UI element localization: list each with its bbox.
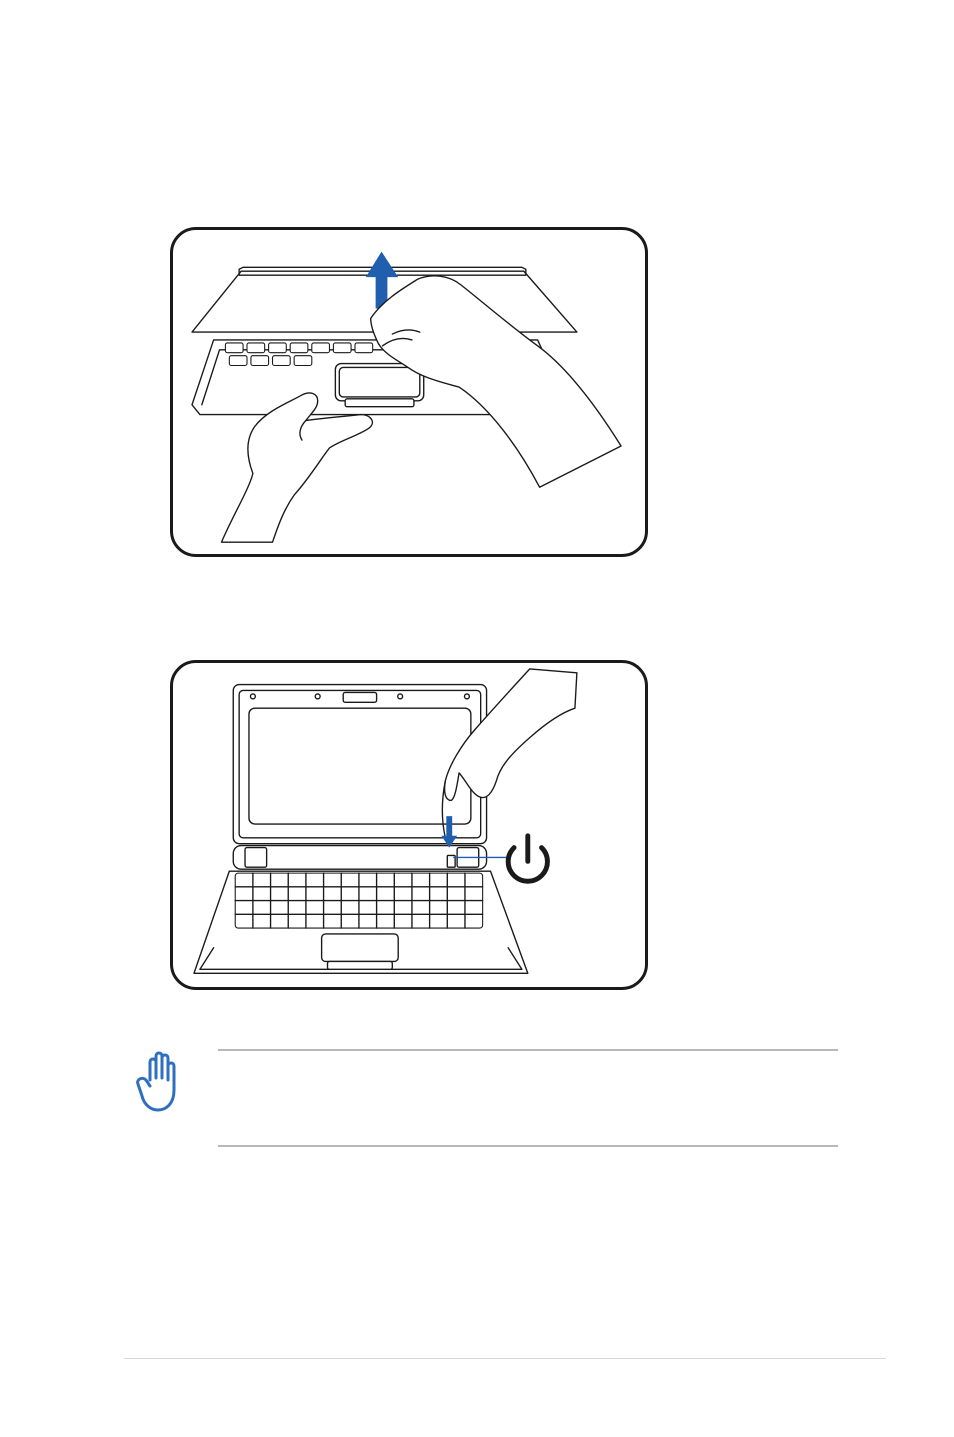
note-bottom-rule [218,1145,838,1147]
power-icon [508,836,547,881]
footer-rule [124,1358,886,1359]
figure-open-lid [170,227,648,557]
power-on-illustration [173,663,645,987]
stop-hand-icon [136,1050,188,1114]
figure-power-on [170,660,648,990]
keyboard [235,873,482,928]
open-lid-illustration [173,230,645,554]
note-top-rule [218,1049,838,1051]
